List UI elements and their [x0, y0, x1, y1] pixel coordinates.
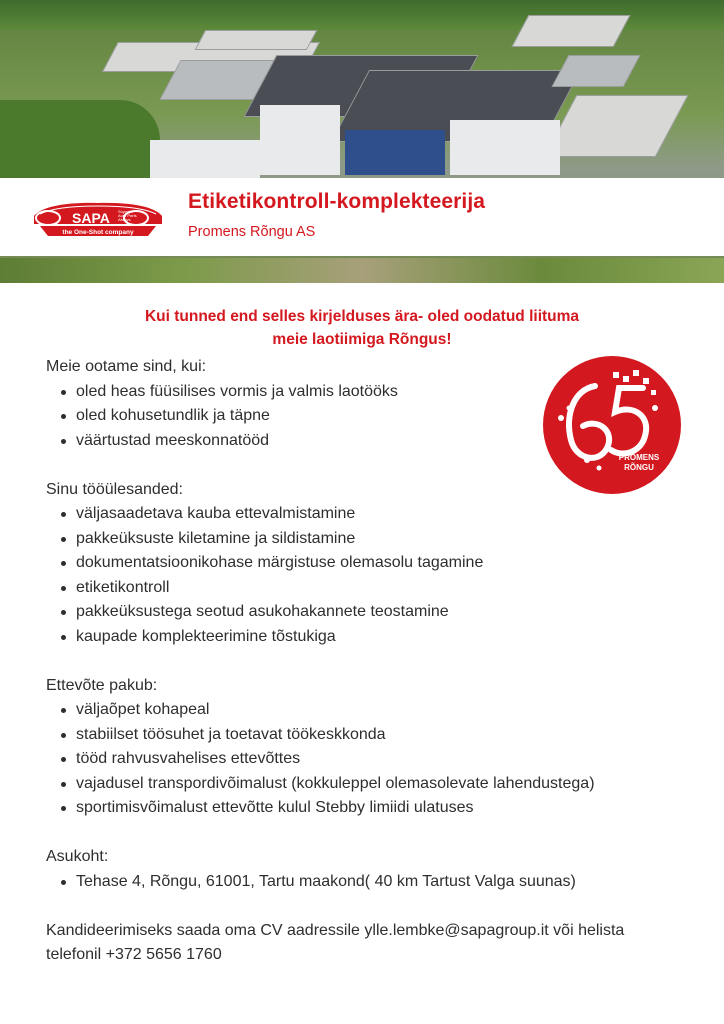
sapa-logo: [28, 200, 168, 240]
duties-list: [46, 502, 706, 649]
list-item: väljasaadetava kauba ettevalmistamine: [76, 502, 706, 527]
list-item: väärtustad meeskonnatööd: [76, 429, 706, 454]
ground-strip: [0, 258, 724, 283]
offers-heading: Ettevõte pakub:: [46, 676, 158, 694]
logo-slogan-2: Auto Parts: [118, 213, 137, 218]
contact-line-1: Kandideerimiseks saada oma CV aadressile ylle.lembke@sapagroup.it või helista: [46, 921, 625, 939]
list-item: pakkeüksustega seotud asukohakannete teostamine: [76, 600, 706, 625]
intro-line-2: meie laotiimiga Rõngus!: [272, 331, 452, 348]
building-wall: [150, 140, 260, 178]
badge-label-2: RÕNGU: [624, 463, 654, 472]
location-list: [46, 870, 706, 895]
requirements-list: [46, 380, 706, 454]
job-description: [46, 355, 706, 968]
building-roof: [511, 15, 630, 47]
logo-tagline: the One-Shot company: [62, 229, 134, 236]
offers-list: [46, 698, 706, 821]
company-name: Promens Rõngu AS: [188, 224, 316, 240]
badge-label-1: PROMENS: [618, 453, 660, 462]
intro-headline: [60, 305, 664, 351]
logo-brand: SAPA: [72, 210, 110, 226]
list-item: etiketikontroll: [76, 576, 706, 601]
list-item: pakkeüksuste kiletamine ja sildistamine: [76, 527, 706, 552]
list-item: oled kohusetundlik ja täpne: [76, 404, 706, 429]
location-heading: Asukoht:: [46, 848, 109, 865]
requirements-heading: Meie ootame sind, kui:: [46, 358, 207, 375]
building-wall: [260, 105, 340, 175]
list-item: kaupade komplekteerimine tõstukiga: [76, 625, 706, 650]
building-wall: [345, 130, 445, 175]
building-roof: [544, 95, 689, 157]
building-roof: [551, 55, 640, 87]
list-item: stabiilset töösuhet ja toetavat töökeskkonda: [76, 723, 706, 748]
list-item: Tehase 4, Rõngu, 61001, Tartu maakond( 40 km Tartust Valga suunas): [76, 870, 706, 895]
logo-slogan-1: Superior: [118, 209, 134, 214]
logo-slogan-3: Always: [118, 217, 131, 222]
job-title: Etiketikontroll-komplekteerija: [188, 190, 486, 213]
list-item: väljaõpet kohapeal: [76, 698, 706, 723]
intro-line-1: Kui tunned end selles kirjelduses ära- oled oodatud liituma: [144, 308, 580, 325]
list-item: oled heas füüsilises vormis ja valmis laotööks: [76, 380, 706, 405]
list-item: tööd rahvusvahelises ettevõttes: [76, 747, 706, 772]
contact-line-2: telefonil +372 5656 1760: [46, 946, 222, 963]
building-roof: [195, 30, 318, 50]
building-wall: [450, 120, 560, 175]
trees: [0, 100, 160, 180]
list-item: sportimisvõimalust ettevõtte kulul Stebby limiidi ulatuses: [76, 796, 706, 821]
list-item: vajadusel transpordivõimalust (kokkuleppel olemasolevate lahendustega): [76, 772, 706, 797]
contact-info: [46, 919, 706, 968]
duties-heading: Sinu tööülesanded:: [46, 480, 183, 498]
list-item: dokumentatsioonikohase märgistuse olemasolu tagamine: [76, 551, 706, 576]
